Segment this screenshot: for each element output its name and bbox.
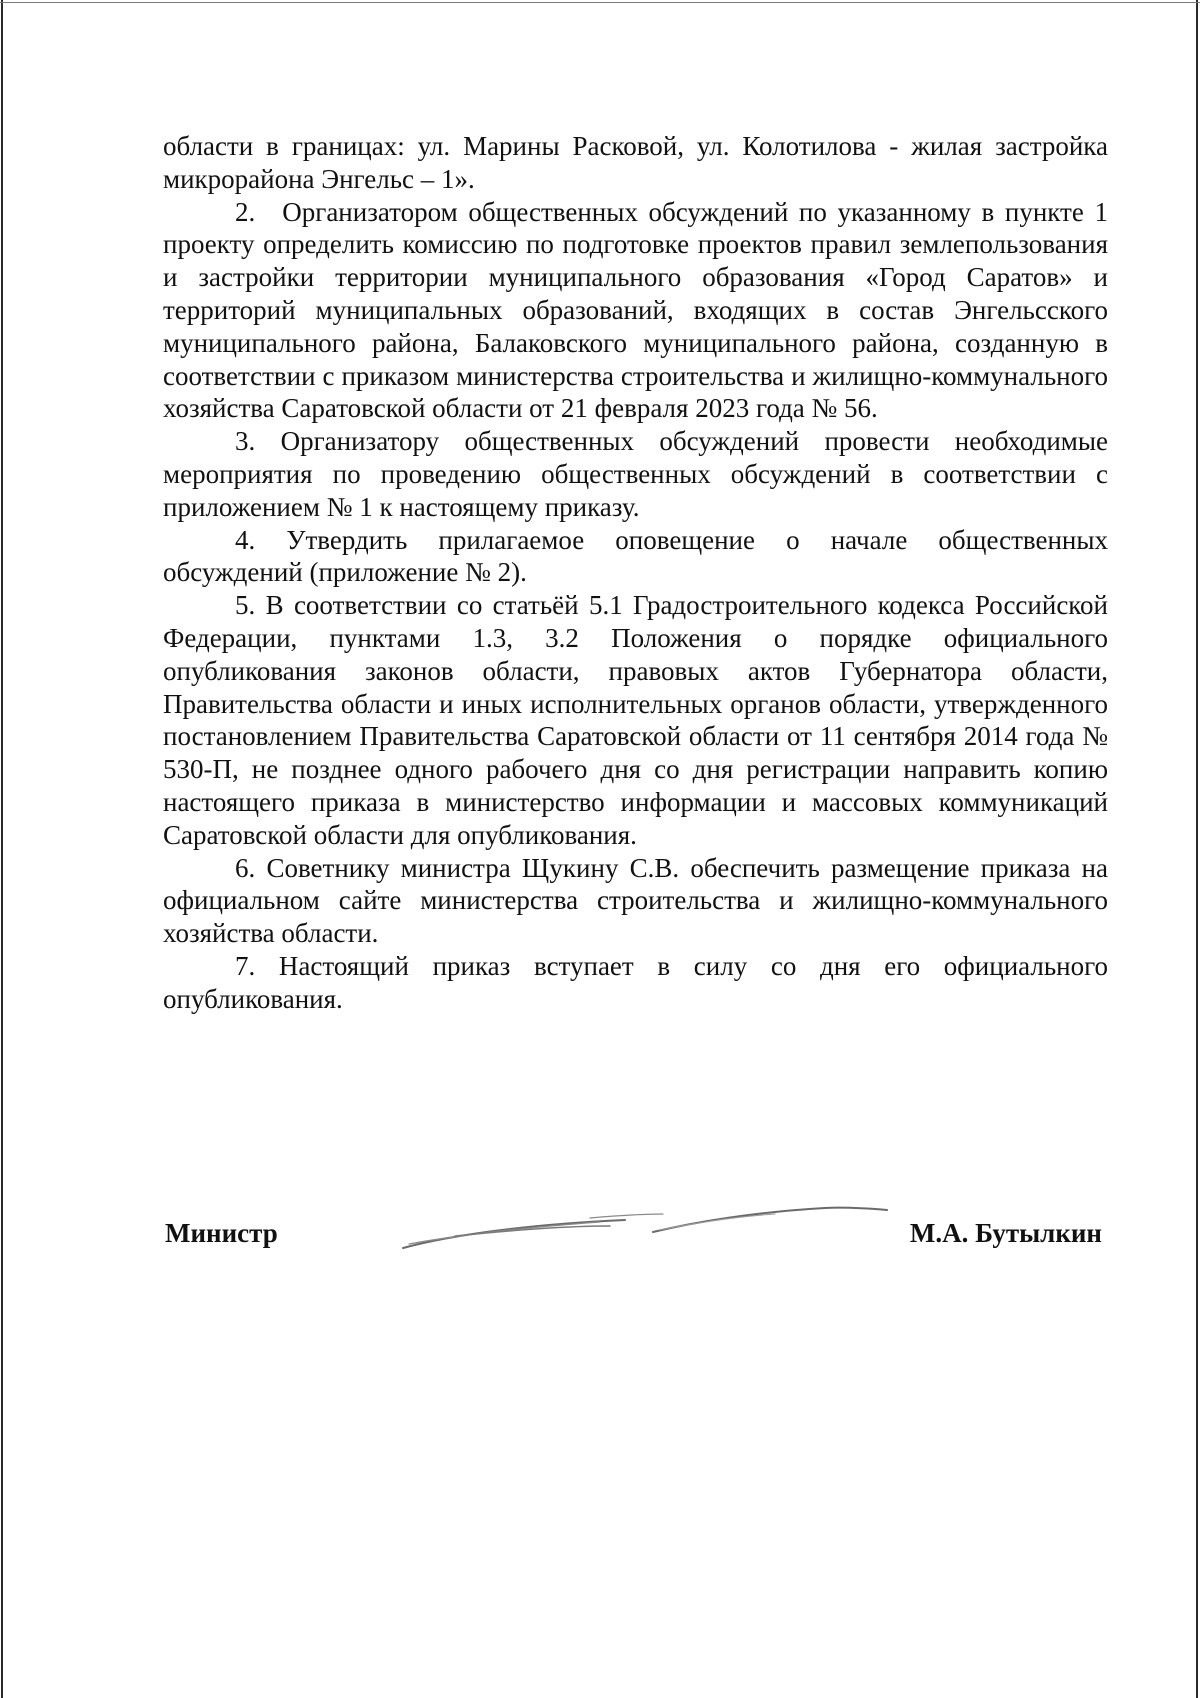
order-body-text [163, 130, 1108, 1016]
signatory-name: М.А. Бутылкин [909, 1218, 1102, 1248]
handwritten-signature [395, 1196, 895, 1256]
paragraph-item-6: 6. Советнику министра Щукину С.В. обеспечить размещение приказа на официальном сайте министерства строительства и жилищно-коммунального хозяйства области. [163, 852, 1108, 949]
paragraph-item-3: 3. Организатору общественных обсуждений провести необходимые мероприятия по проведению общественных обсуждений в соответствии с приложением № 1 к настоящему приказу. [163, 426, 1108, 522]
scan-left-edge [1, 0, 3, 1698]
signatory-position: Министр [165, 1218, 278, 1248]
paragraph-item-7: 7. Настоящий приказ вступает в силу со дня его официального опубликования. [163, 950, 1108, 1014]
scan-right-edge [1196, 0, 1198, 1698]
scan-top-edge [0, 2, 1200, 3]
paragraph-continuation: области в границах: ул. Марины Расковой, ул. Колотилова - жилая застройка микрорайона Энгельс – 1». [163, 131, 1108, 194]
paragraph-item-2: 2. Организатором общественных обсуждений по указанному в пункте 1 проекту определить комиссию по подготовке проектов правил землепользования и застройки территории муниципального образования «Город Саратов» и территорий муниципальных образований, входящих в состав Энгельсского муниципального района, Балаковского муниципального района, созданную в соответствии с приказом министерства строительства и жилищно-коммунального хозяйства Саратовской области от 21 февраля 2023 года № 56. [163, 196, 1108, 424]
paragraph-item-5: 5. В соответствии со статьёй 5.1 Градостроительного кодекса Российской Федерации, пунктами 1.3, 3.2 Положения о порядке официального опубликования законов области, правовых актов Губернатора области, Правительства области и иных исполнительных органов области, утвержденного постановлением Правительства Саратовской области от 11 сентября 2014 года № 530-П, не позднее одного рабочего дня со дня регистрации направить копию настоящего приказа в министерство информации и массовых коммуникаций Саратовской области для опубликования. [163, 590, 1108, 850]
paragraph-item-4: 4. Утвердить прилагаемое оповещение о начале общественных обсуждений (приложение № 2). [163, 524, 1108, 588]
